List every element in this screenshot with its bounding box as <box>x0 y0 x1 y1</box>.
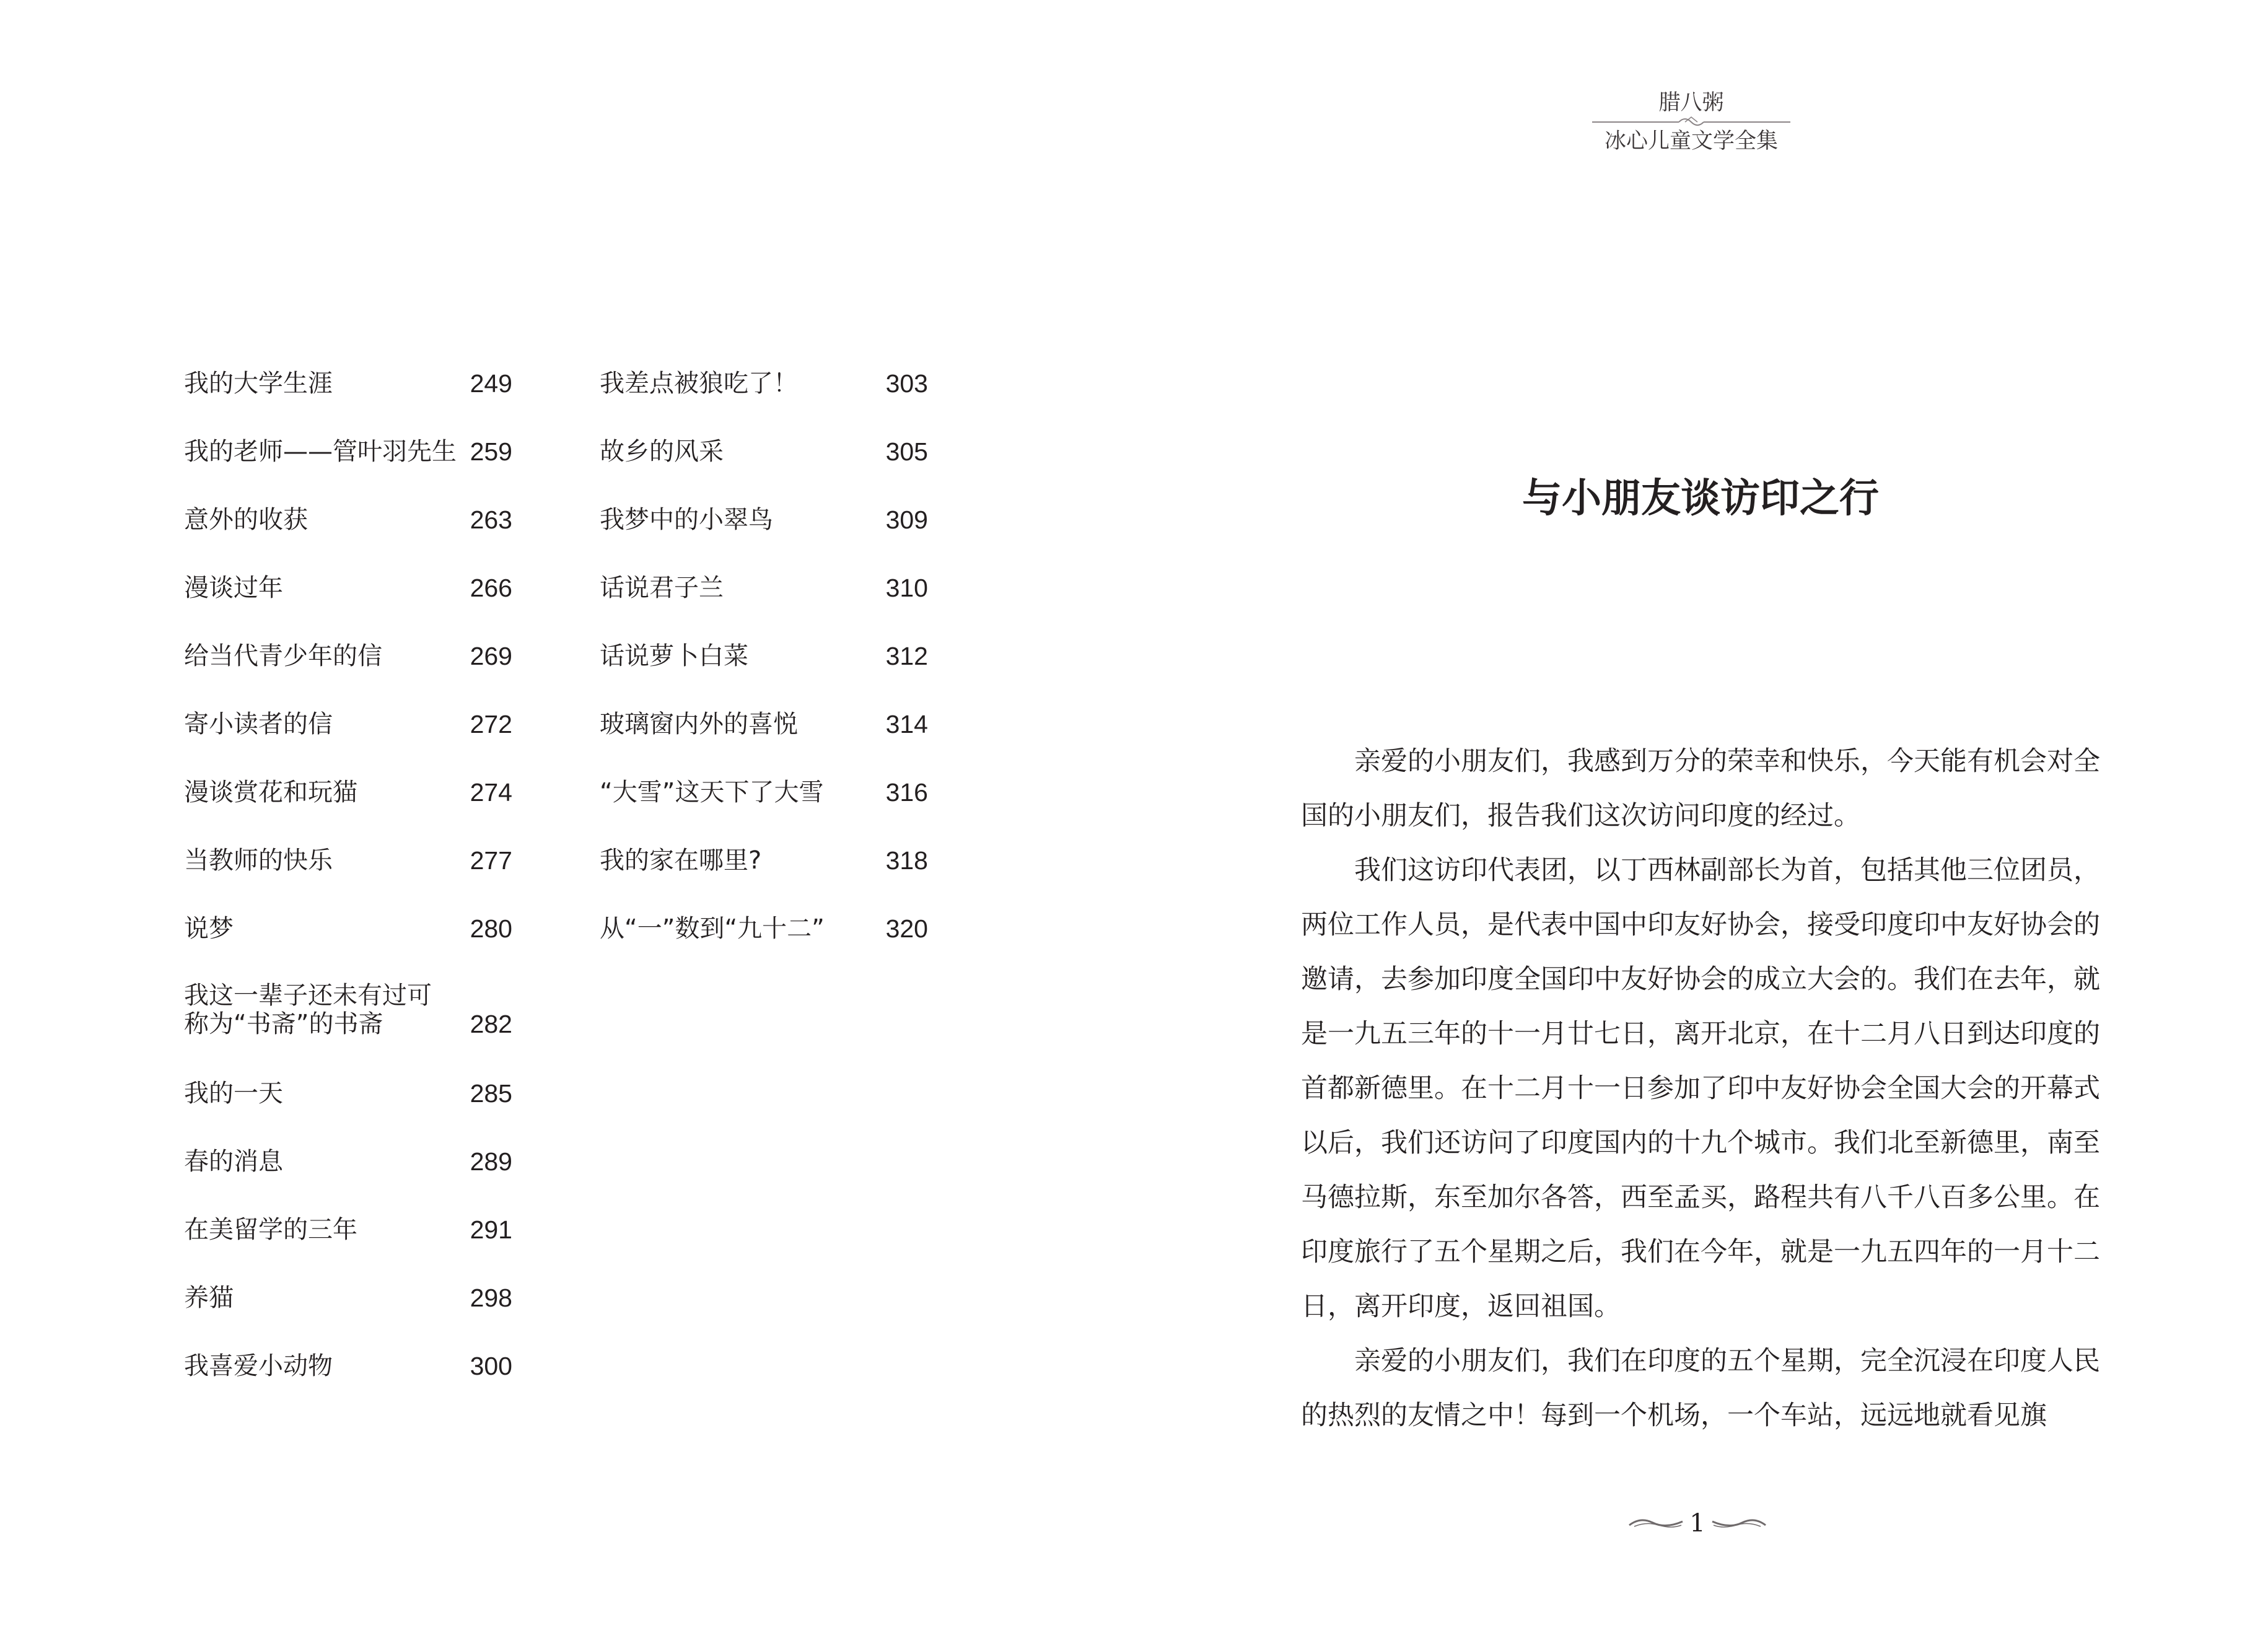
page-number: 1 <box>1689 1509 1705 1538</box>
toc-entry-page: 310 <box>885 574 928 602</box>
toc-entry-title: 春的消息 <box>184 1147 283 1176</box>
toc-entry-title: 在美留学的三年 <box>184 1215 357 1244</box>
toc-entry[interactable] <box>600 574 928 629</box>
toc-entry[interactable] <box>600 369 928 425</box>
toc-entry-title: 我喜爱小动物 <box>184 1352 333 1380</box>
running-header-section: 腊八粥 <box>1658 90 1724 115</box>
toc-entry-title: 意外的收获 <box>184 506 308 534</box>
toc-entry[interactable] <box>184 846 512 902</box>
toc-entry[interactable] <box>600 778 928 834</box>
toc-entry-page: 312 <box>885 642 928 670</box>
toc-entry-title: 玻璃窗内外的喜悦 <box>600 710 798 738</box>
toc-entry-page: 316 <box>885 778 928 807</box>
toc-entry-page: 318 <box>885 846 928 875</box>
toc-entry-title: 给当代青少年的信 <box>184 642 382 670</box>
toc-entry-page: 277 <box>470 846 512 875</box>
toc-entry[interactable] <box>600 914 928 970</box>
toc-entry[interactable] <box>184 778 512 834</box>
toc-entry-page: 291 <box>470 1215 512 1244</box>
toc-entry-title: 故乡的风采 <box>600 437 724 466</box>
toc-entry-title: 我梦中的小翠鸟 <box>600 506 773 534</box>
toc-entry-title: 漫谈赏花和玩猫 <box>184 778 357 807</box>
article-paragraph: 亲爱的小朋友们，我们在印度的五个星期，完全沉浸在印度人民的热烈的友情之中！每到一个机场，一个车站，远远地就看见旗 <box>1301 1346 2100 1431</box>
toc-entry[interactable] <box>600 642 928 698</box>
toc-entry-page: 289 <box>470 1147 512 1176</box>
toc-entry-title: 当教师的快乐 <box>184 846 333 875</box>
toc-entry[interactable] <box>600 506 928 561</box>
toc-entry-title: 我这一辈子还未有过可 称为“书斋”的书斋 <box>184 981 432 1038</box>
toc-entry[interactable] <box>600 710 928 766</box>
toc-entry-title: “大雪”这天下了大雪 <box>600 778 824 807</box>
running-header <box>1586 85 1797 166</box>
toc-entry-page: 280 <box>470 914 512 943</box>
toc-entry[interactable] <box>184 981 512 1043</box>
toc-entry-title: 我的一天 <box>184 1079 283 1108</box>
toc-entry-title: 我差点被狼吃了！ <box>600 369 798 398</box>
toc-entry-page: 305 <box>885 437 928 466</box>
toc-entry-title: 话说君子兰 <box>600 574 724 602</box>
toc-entry-title: 我的大学生涯 <box>184 369 333 398</box>
toc-entry[interactable] <box>184 1284 512 1339</box>
toc-entry-page: 272 <box>470 710 512 738</box>
toc-entry-title: 我的老师——管叶羽先生 <box>184 437 457 466</box>
article-paragraph: 亲爱的小朋友们，我感到万分的荣幸和快乐，今天能有机会对全国的小朋友们，报告我们这次访问印度的经过。 <box>1301 746 2100 831</box>
toc-entry[interactable] <box>184 710 512 766</box>
toc-entry[interactable] <box>184 1215 512 1271</box>
toc-entry-page: 303 <box>885 369 928 398</box>
toc-entry-page: 300 <box>470 1352 512 1380</box>
article-body <box>1301 734 2100 1443</box>
toc-entry-page: 309 <box>885 506 928 534</box>
toc-entry[interactable] <box>184 642 512 698</box>
toc-entry-page: 269 <box>470 642 512 670</box>
toc-entry-page: 314 <box>885 710 928 738</box>
page-folio <box>1623 1505 1772 1543</box>
toc-entry-page: 320 <box>885 914 928 943</box>
toc-entry-page: 298 <box>470 1284 512 1312</box>
toc-entry-title: 从“一”数到“九十二” <box>600 914 825 943</box>
toc-entry[interactable] <box>184 437 512 493</box>
toc-entry-page: 263 <box>470 506 512 534</box>
toc-entry-title: 漫谈过年 <box>184 574 283 602</box>
toc-entry-page: 266 <box>470 574 512 602</box>
toc-entry[interactable] <box>184 1352 512 1407</box>
toc-entry-page: 274 <box>470 778 512 807</box>
toc-entry[interactable] <box>184 914 512 970</box>
toc-entry[interactable] <box>184 1079 512 1135</box>
toc-entry-title: 我的家在哪里? <box>600 846 762 875</box>
toc-entry-page: 259 <box>470 437 512 466</box>
toc-entry-page: 249 <box>470 369 512 398</box>
toc-entry-title: 寄小读者的信 <box>184 710 333 738</box>
toc-entry[interactable] <box>184 574 512 629</box>
toc-entry[interactable] <box>600 846 928 902</box>
toc-entry[interactable] <box>184 506 512 561</box>
right-swash-icon <box>1711 1514 1767 1533</box>
article-paragraph: 我们这访印代表团，以丁西林副部长为首，包括其他三位团员，两位工作人员，是代表中国中印友好协会，接受印度印中友好协会的邀请，去参加印度全国印中友好协会的成立大会的。我们在去年，就是一九五三年的十一月廿七日，离开北京，在十二月八日到达印度的首都新德里。在十二月十一日参加了印中友好协会全国大会的开幕式以后，我们还访问了印度国内的十九个城市。我们北至新德里，南至马德拉斯，东至加尔各答，西至孟买，路程共有八千八百多公里。在印度旅行了五个星期之后，我们在今年，就是一九五四年的一月十二日，离开印度，返回祖国。 <box>1301 855 2100 1322</box>
toc-entry[interactable] <box>600 437 928 493</box>
toc-entry-title: 话说萝卜白菜 <box>600 642 748 670</box>
running-header-series: 冰心儿童文学全集 <box>1604 129 1778 154</box>
toc-entry-page: 285 <box>470 1079 512 1108</box>
toc-entry[interactable] <box>184 369 512 425</box>
toc-entry-title: 养猫 <box>184 1284 234 1312</box>
toc-entry[interactable] <box>184 1147 512 1203</box>
toc-entry-title: 说梦 <box>184 914 234 943</box>
toc-entry-page: 282 <box>470 1010 512 1038</box>
article-title: 与小朋友谈访印之行 <box>1522 475 1879 522</box>
